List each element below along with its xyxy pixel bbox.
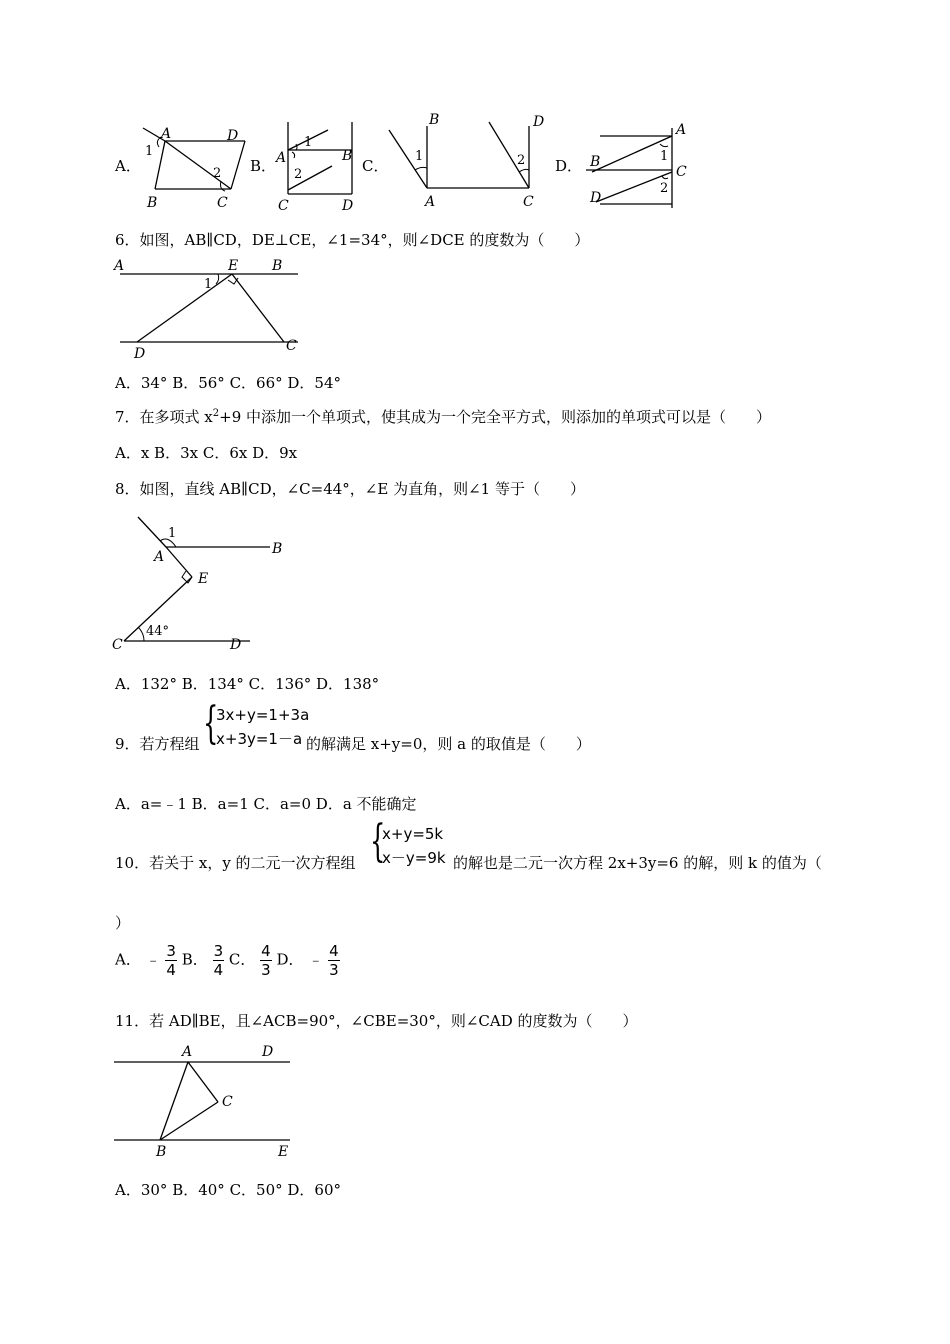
q10-option-b-label[interactable]: B． [181, 950, 208, 969]
q6-point-B: B [272, 258, 283, 274]
q5b-point-D: D [342, 198, 354, 213]
q5b-point-B: B [342, 148, 353, 164]
q9-equation-1: 3x+y=1+3a [216, 706, 310, 724]
q5a-point-B: B [147, 195, 158, 211]
q5d-point-D: D [590, 190, 602, 206]
q5d-point-A: A [676, 122, 687, 138]
q5b-point-A: A [276, 150, 287, 166]
q9-answers: A．a=﹣1 B．a=1 C．a=0 D．a 不能确定 [115, 795, 417, 813]
q8-figure [110, 515, 285, 655]
q5d-point-C: C [676, 164, 687, 180]
q11-point-A: A [182, 1044, 193, 1060]
q9-brace: { [203, 698, 219, 749]
q10-option-d-label[interactable]: D． [276, 950, 304, 969]
q10-c-numerator: 4 [261, 942, 271, 960]
q5c-angle-2: 2 [517, 153, 526, 168]
q7-answers: A．x B．3x C．6x D．9x [115, 444, 298, 462]
q10-d-denominator: 3 [329, 961, 339, 979]
q10-d-numerator: 4 [329, 942, 339, 960]
q10-option-a-fraction [165, 942, 177, 979]
q8-point-B: B [272, 541, 283, 557]
q10-answers [115, 942, 340, 979]
q10-c-denominator: 3 [261, 961, 271, 979]
q8-point-D: D [230, 637, 242, 653]
q5b-angle-2: 2 [294, 167, 303, 182]
q5c-point-B: B [429, 112, 440, 128]
q5-option-c-figure [385, 108, 550, 213]
q7-stem-prefix: 7．在多项式 x [115, 408, 213, 426]
q10-option-c-fraction [260, 942, 272, 979]
q6-point-D: D [134, 346, 146, 359]
q8-point-C: C [112, 637, 123, 653]
q10-equation-1: x+y=5k [382, 825, 444, 843]
q7-exponent: 2 [212, 408, 220, 419]
q10-option-a-label[interactable]: A． [115, 950, 141, 969]
q11-answers: A．30° B．40° C．50° D．60° [115, 1181, 342, 1199]
q5c-angle-1: 1 [415, 149, 424, 164]
q10-a-numerator: 3 [166, 942, 176, 960]
q5a-point-D: D [227, 128, 239, 144]
q5a-angle-1: 1 [145, 144, 154, 159]
q11-point-D: D [262, 1044, 274, 1060]
q10-stem-prefix: 10．若关于 x，y 的二元一次方程组 [115, 854, 356, 872]
q5b-angle-1: 1 [304, 135, 313, 150]
q8-angle-1: 1 [168, 526, 177, 541]
q10-stem-end: ） [115, 914, 131, 932]
q11-stem: 11．若 AD∥BE，且∠ACB=90°，∠CBE=30°，则∠CAD 的度数为（ ） [115, 1012, 638, 1030]
q6-point-A: A [114, 258, 125, 274]
q5d-angle-1: 1 [660, 149, 669, 164]
q10-b-numerator: 3 [213, 942, 224, 960]
q5c-point-D: D [533, 114, 545, 130]
q11-figure [110, 1040, 295, 1160]
q5-option-a-figure [135, 123, 247, 211]
q5-option-b-figure [270, 118, 358, 213]
q6-angle-1: 1 [204, 277, 213, 292]
q5a-angle-2: 2 [213, 166, 222, 181]
q10-option-c-label[interactable]: C． [228, 950, 256, 969]
q8-point-A: A [154, 549, 165, 565]
q9-stem-prefix: 9．若方程组 [115, 735, 200, 753]
q8-stem: 8．如图，直线 AB∥CD，∠C=44°，∠E 为直角，则∠1 等于（ ） [115, 480, 585, 498]
q5-option-d-label[interactable]: D． [555, 157, 583, 175]
q5d-angle-2: 2 [660, 181, 669, 196]
q10-stem-suffix: 的解也是二元一次方程 2x+3y=6 的解，则 k 的值为（ [453, 854, 822, 872]
q10-system [382, 822, 446, 870]
q8-answers: A．132° B．134° C．136° D．138° [115, 675, 380, 693]
q11-point-B: B [156, 1144, 167, 1160]
q5-option-b-label[interactable]: B． [250, 157, 277, 175]
q5-option-c-label[interactable]: C． [362, 157, 389, 175]
q9-equation-2: x+3y=1－a [216, 730, 303, 748]
q7-stem [115, 406, 771, 427]
q8-angle-44: 44° [146, 624, 170, 639]
q8-point-E: E [198, 571, 209, 587]
q10-equation-2: x－y=9k [382, 849, 446, 867]
q5c-point-A: A [425, 194, 436, 210]
q11-point-C: C [222, 1094, 233, 1110]
q10-b-denominator: 4 [213, 961, 224, 979]
q5d-point-B: B [590, 154, 601, 170]
q5-option-a-label[interactable]: A． [115, 157, 141, 175]
q9-system [216, 703, 309, 751]
q7-stem-suffix: +9 中添加一个单项式，使其成为一个完全平方式，则添加的单项式可以是（ ） [219, 408, 772, 426]
q10-option-d-fraction [328, 942, 340, 979]
q5b-point-C: C [278, 198, 289, 213]
q5a-point-C: C [217, 195, 228, 211]
q6-stem: 6．如图，AB∥CD，DE⊥CE，∠1=34°，则∠DCE 的度数为（ ） [115, 231, 590, 249]
q5-option-d-figure [582, 120, 690, 212]
q10-brace: { [370, 816, 386, 867]
q6-answers: A．34° B．56° C．66° D．54° [115, 374, 342, 392]
q10-a-denominator: 4 [166, 961, 176, 979]
q6-figure [112, 254, 302, 359]
q5c-point-C: C [523, 194, 534, 210]
q6-point-E: E [228, 258, 239, 274]
q10-option-b-fraction [213, 942, 225, 979]
q10-option-d-sign: ﹣ [308, 950, 324, 969]
q6-point-C: C [286, 338, 297, 354]
q5a-point-A: A [161, 126, 172, 142]
q9-stem-suffix: 的解满足 x+y=0，则 a 的取值是（ ） [306, 735, 591, 753]
q11-point-E: E [278, 1144, 289, 1160]
q10-option-a-sign: ﹣ [145, 950, 161, 969]
